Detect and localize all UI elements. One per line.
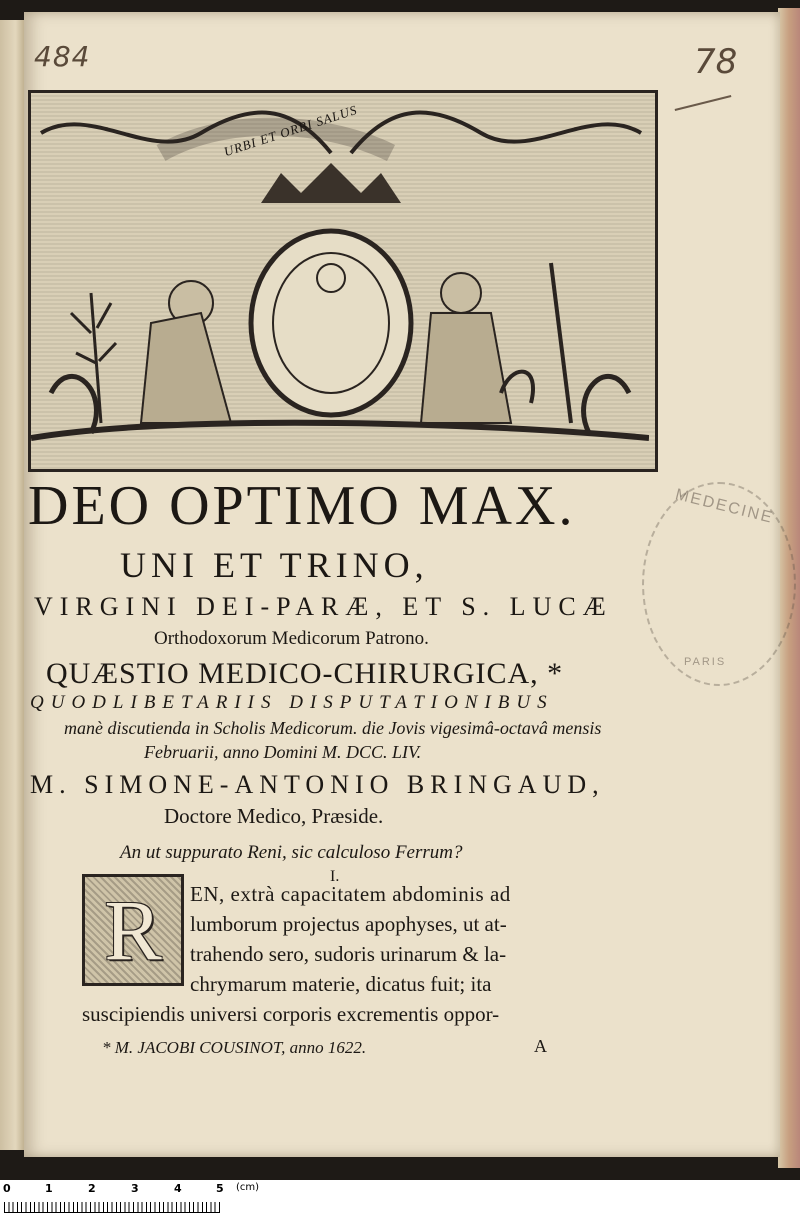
handwritten-page-number-right: 78 xyxy=(694,42,738,82)
thesis-line-3: Februarii, anno Domini M. DCC. LIV. xyxy=(144,742,422,762)
stamp-top-text: MEDECINE xyxy=(673,486,776,527)
scale-ruler xyxy=(4,1202,220,1213)
thesis-line-1: QUODLIBETARIIS DISPUTATIONIBUS xyxy=(30,692,554,713)
body-line-2: lumborum projectus apophyses, ut at- xyxy=(190,912,507,936)
ornamental-dropcap xyxy=(82,874,184,986)
dedication-line-2: UNI ET TRINO, xyxy=(120,545,429,585)
scale-label: 0 xyxy=(3,1182,11,1195)
body-line-3: trahendo sero, sudoris urinarum & la- xyxy=(190,942,507,966)
cm-scale-bar xyxy=(0,1180,800,1220)
thesis-question: An ut suppurato Reni, sic calculoso Ferrum? xyxy=(120,842,463,863)
handwritten-underline xyxy=(675,95,732,111)
engraved-vignette xyxy=(28,90,658,472)
scale-label: 2 xyxy=(88,1182,96,1195)
footnote: * M. JACOBI COUSINOT, anno 1622. xyxy=(102,1038,367,1057)
library-stamp xyxy=(642,482,796,686)
presider-name: M. SIMONE-ANTONIO BRINGAUD, xyxy=(30,770,605,799)
handwritten-page-number-left: 484 xyxy=(34,40,91,73)
vignette-illustration xyxy=(31,93,649,463)
body-line-4: chrymarum materie, dicatus fuit; ita xyxy=(190,972,492,996)
dedication-line-3: VIRGINI DEI-PARÆ, ET S. LUCÆ xyxy=(34,592,613,621)
dedication-title: DEO OPTIMO MAX. xyxy=(28,475,576,537)
scale-label: 5 xyxy=(216,1182,224,1195)
section-number: I. xyxy=(330,868,340,885)
thesis-heading: QUÆSTIO MEDICO-CHIRURGICA, * xyxy=(46,657,564,690)
vignette-motto: URBI ET ORBI SALUS xyxy=(221,101,360,160)
dropcap-letter: R xyxy=(104,882,162,978)
scale-unit: (cm) xyxy=(236,1182,260,1193)
left-page-edge xyxy=(0,20,27,1150)
thesis-line-2: manè discutienda in Scholis Medicorum. die Jovis vigesimâ-octavâ mensis xyxy=(64,718,602,738)
presider-title: Doctore Medico, Præside. xyxy=(164,804,384,828)
signature-mark: A xyxy=(534,1036,547,1056)
stamp-bottom-text: PARIS xyxy=(684,656,727,668)
scale-label: 4 xyxy=(174,1182,182,1195)
body-line-1: EN, extrà capacitatem abdominis ad xyxy=(190,882,511,906)
dedication-line-4: Orthodoxorum Medicorum Patrono. xyxy=(154,628,429,649)
scale-label: 3 xyxy=(131,1182,139,1195)
book-page xyxy=(24,12,780,1157)
scale-label: 1 xyxy=(45,1182,53,1195)
body-line-5: suscipiendis universi corporis excrementis oppor- xyxy=(82,1002,500,1026)
